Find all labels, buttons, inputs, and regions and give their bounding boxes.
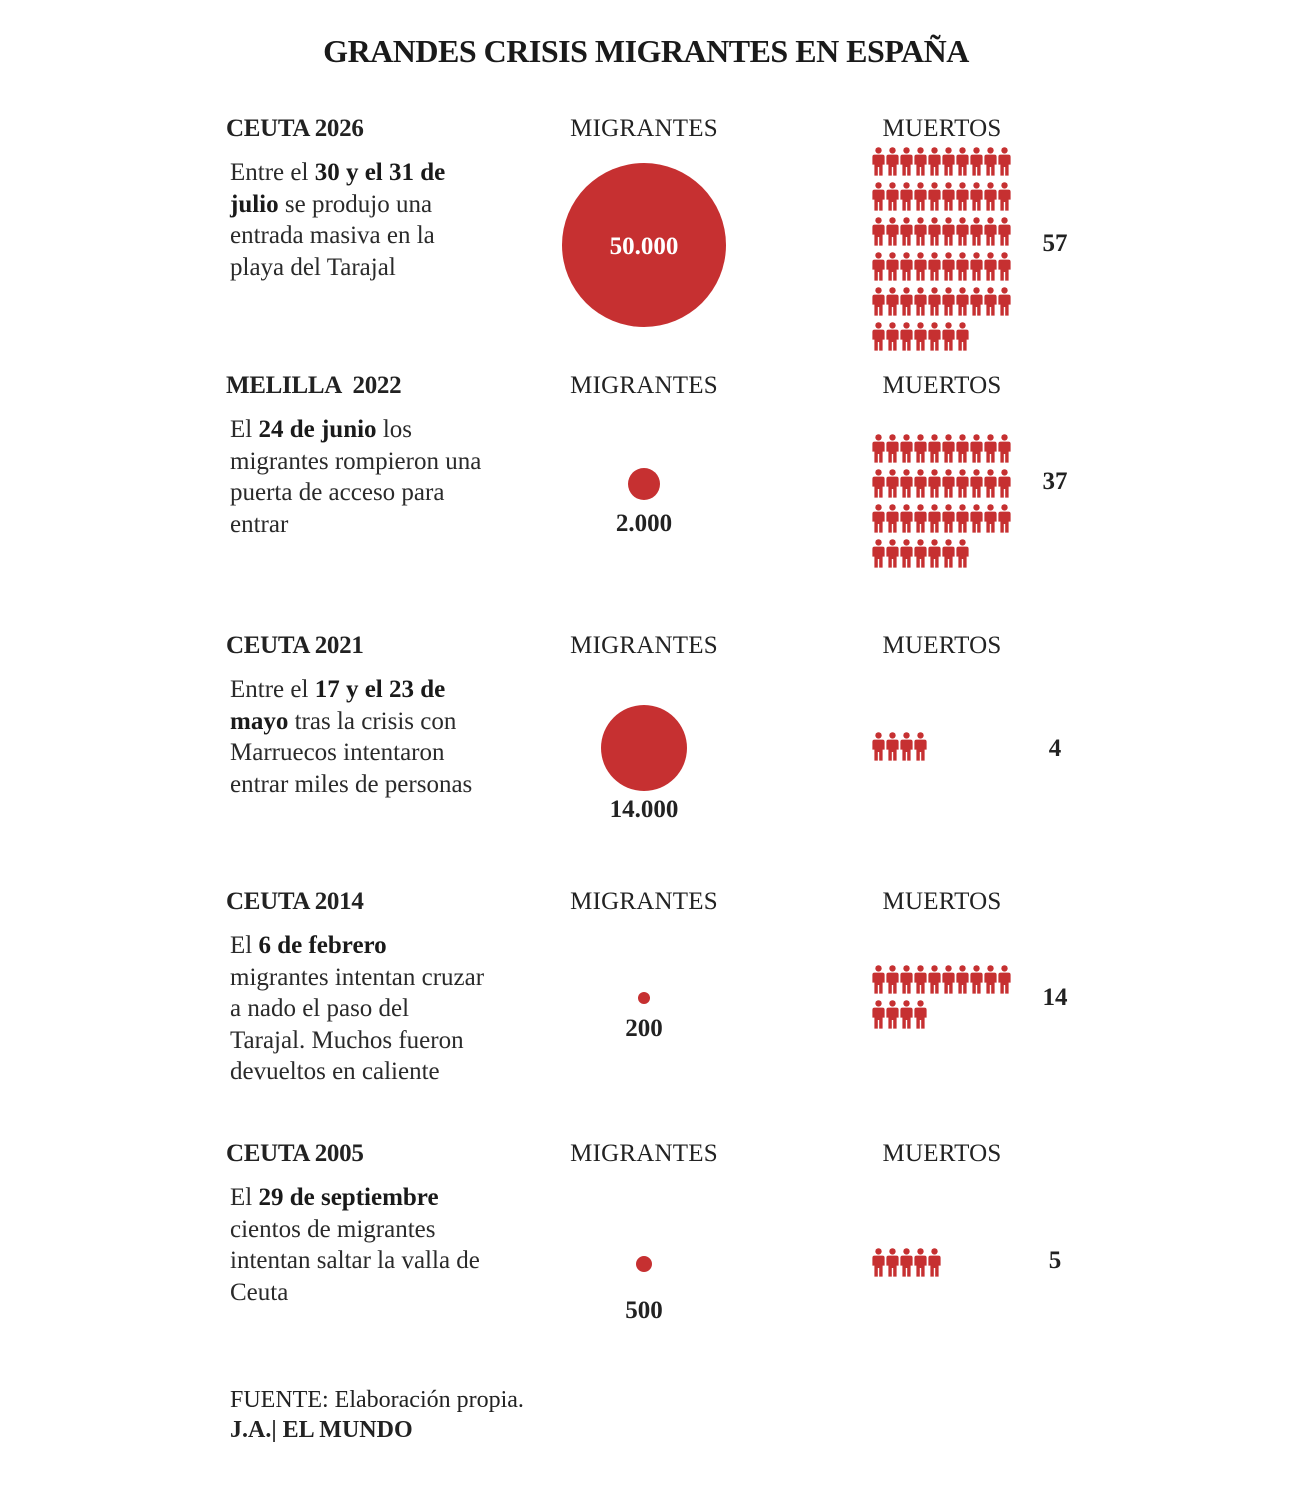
- description-text: Entre el: [230, 676, 315, 703]
- person-icon: [914, 434, 927, 463]
- person-icon: [928, 287, 941, 316]
- source-text: Elaboración propia.: [328, 1387, 524, 1413]
- person-icon: [956, 965, 969, 994]
- person-icon: [984, 217, 997, 246]
- person-icon: [872, 539, 885, 568]
- person-icon: [900, 434, 913, 463]
- person-icon: [928, 965, 941, 994]
- person-icon: [984, 434, 997, 463]
- person-icon: [970, 217, 983, 246]
- person-icon: [886, 1248, 899, 1277]
- event-description: [230, 157, 485, 283]
- person-icon: [886, 434, 899, 463]
- person-icon: [942, 504, 955, 533]
- dead-header: MUERTOS: [882, 1140, 1002, 1167]
- person-icon: [956, 504, 969, 533]
- description-date: 6 de febrero: [258, 932, 387, 959]
- person-icon: [942, 287, 955, 316]
- migrants-bubble: [636, 1256, 652, 1272]
- dead-pictogram: [872, 732, 1022, 761]
- event-description: [230, 930, 485, 1088]
- person-icon: [984, 965, 997, 994]
- person-icon: [970, 469, 983, 498]
- person-icon: [900, 539, 913, 568]
- person-icon: [914, 469, 927, 498]
- migrants-header: MIGRANTES: [570, 372, 718, 399]
- person-icon: [914, 732, 927, 761]
- person-icon: [956, 539, 969, 568]
- migrants-bubble: [628, 468, 661, 501]
- person-icon: [914, 217, 927, 246]
- person-icon: [970, 434, 983, 463]
- person-icon: [984, 287, 997, 316]
- person-icon: [900, 732, 913, 761]
- person-icon: [970, 504, 983, 533]
- person-icon: [900, 287, 913, 316]
- person-icon: [970, 287, 983, 316]
- person-icon: [872, 504, 885, 533]
- dead-header: MUERTOS: [882, 888, 1002, 915]
- dead-count: 14: [1042, 984, 1068, 1011]
- person-icon: [942, 147, 955, 176]
- person-icon: [956, 287, 969, 316]
- person-icon: [942, 322, 955, 351]
- event-place: CEUTA 2026: [226, 115, 364, 142]
- dead-pictogram: [872, 434, 1022, 568]
- person-icon: [984, 469, 997, 498]
- migrants-value: 14.000: [609, 796, 679, 823]
- person-icon: [956, 322, 969, 351]
- person-icon: [872, 732, 885, 761]
- person-icon: [886, 182, 899, 211]
- person-icon: [900, 1248, 913, 1277]
- person-icon: [942, 217, 955, 246]
- source-note: [230, 1385, 524, 1445]
- person-icon: [970, 252, 983, 281]
- person-icon: [900, 252, 913, 281]
- person-icon: [900, 965, 913, 994]
- event-description: [230, 1182, 485, 1308]
- description-date: 29 de septiembre: [258, 1184, 439, 1211]
- chart-title: GRANDES CRISIS MIGRANTES EN ESPAÑA: [323, 33, 969, 69]
- person-icon: [998, 147, 1011, 176]
- person-icon: [942, 965, 955, 994]
- migrants-bubble: [601, 705, 688, 792]
- description-text: El: [230, 932, 259, 959]
- person-icon: [956, 217, 969, 246]
- event-place: CEUTA 2014: [226, 888, 364, 915]
- person-icon: [872, 322, 885, 351]
- dead-pictogram: [872, 147, 1022, 351]
- source-label: FUENTE:: [230, 1387, 329, 1413]
- person-icon: [928, 1248, 941, 1277]
- person-icon: [914, 504, 927, 533]
- person-icon: [928, 252, 941, 281]
- event-description: [230, 414, 485, 540]
- person-icon: [914, 322, 927, 351]
- description-text: tras la crisis con Marruecos intentaron entrar miles de personas: [230, 707, 473, 798]
- event-place: CEUTA 2021: [226, 632, 364, 659]
- dead-count: 57: [1042, 230, 1068, 257]
- dead-pictogram: [872, 965, 1022, 1029]
- person-icon: [956, 434, 969, 463]
- description-date: 17 y el 23 de mayo: [230, 676, 446, 735]
- person-icon: [998, 252, 1011, 281]
- description-text: cientos de migrantes intentan saltar la valla de Ceuta: [230, 1215, 480, 1306]
- person-icon: [970, 147, 983, 176]
- migrants-header: MIGRANTES: [570, 115, 718, 142]
- migrants-value: 200: [625, 1015, 663, 1042]
- person-icon: [886, 287, 899, 316]
- person-icon: [900, 147, 913, 176]
- event-description: [230, 674, 485, 800]
- person-icon: [886, 322, 899, 351]
- person-icon: [984, 182, 997, 211]
- person-icon: [956, 182, 969, 211]
- person-icon: [984, 504, 997, 533]
- person-icon: [872, 217, 885, 246]
- person-icon: [998, 287, 1011, 316]
- description-text: migrantes intentan cruzar a nado el paso del Tarajal. Muchos fueron devueltos en caliente: [230, 963, 485, 1085]
- person-icon: [998, 504, 1011, 533]
- description-date: 24 de junio: [258, 416, 377, 443]
- person-icon: [942, 182, 955, 211]
- person-icon: [886, 1000, 899, 1029]
- person-icon: [998, 217, 1011, 246]
- person-icon: [956, 252, 969, 281]
- event-place: CEUTA 2005: [226, 1140, 364, 1167]
- migrants-header: MIGRANTES: [570, 632, 718, 659]
- dead-header: MUERTOS: [882, 632, 1002, 659]
- dead-count: 37: [1042, 468, 1068, 495]
- person-icon: [886, 965, 899, 994]
- person-icon: [872, 252, 885, 281]
- dead-header: MUERTOS: [882, 372, 1002, 399]
- person-icon: [914, 1000, 927, 1029]
- person-icon: [928, 504, 941, 533]
- person-icon: [970, 965, 983, 994]
- person-icon: [998, 434, 1011, 463]
- person-icon: [928, 322, 941, 351]
- person-icon: [886, 732, 899, 761]
- person-icon: [872, 1248, 885, 1277]
- person-icon: [900, 504, 913, 533]
- person-icon: [900, 469, 913, 498]
- person-icon: [928, 434, 941, 463]
- migrants-header: MIGRANTES: [570, 888, 718, 915]
- person-icon: [942, 469, 955, 498]
- person-icon: [872, 287, 885, 316]
- person-icon: [998, 469, 1011, 498]
- person-icon: [928, 182, 941, 211]
- person-icon: [914, 147, 927, 176]
- person-icon: [886, 217, 899, 246]
- person-icon: [928, 539, 941, 568]
- person-icon: [914, 965, 927, 994]
- person-icon: [914, 1248, 927, 1277]
- person-icon: [900, 182, 913, 211]
- person-icon: [942, 434, 955, 463]
- person-icon: [928, 469, 941, 498]
- dead-count: 5: [1048, 1247, 1062, 1274]
- person-icon: [928, 217, 941, 246]
- person-icon: [900, 217, 913, 246]
- migrants-value: 500: [625, 1297, 663, 1324]
- dead-count: 4: [1048, 735, 1062, 762]
- dead-pictogram: [872, 1248, 1022, 1277]
- event-place: MELILLA 2022: [226, 372, 402, 399]
- person-icon: [984, 252, 997, 281]
- credit: J.A.| EL MUNDO: [230, 1417, 413, 1443]
- migrants-value: 50.000: [609, 233, 679, 260]
- person-icon: [942, 252, 955, 281]
- migrants-bubble: [638, 992, 650, 1004]
- description-text: El: [230, 1184, 259, 1211]
- person-icon: [872, 469, 885, 498]
- person-icon: [998, 965, 1011, 994]
- person-icon: [984, 147, 997, 176]
- person-icon: [928, 147, 941, 176]
- migrants-header: MIGRANTES: [570, 1140, 718, 1167]
- person-icon: [970, 182, 983, 211]
- description-date: 30 y el 31 de julio: [230, 159, 446, 218]
- person-icon: [914, 539, 927, 568]
- person-icon: [872, 965, 885, 994]
- person-icon: [942, 539, 955, 568]
- person-icon: [956, 469, 969, 498]
- person-icon: [872, 434, 885, 463]
- person-icon: [900, 322, 913, 351]
- person-icon: [886, 504, 899, 533]
- person-icon: [872, 1000, 885, 1029]
- person-icon: [872, 182, 885, 211]
- person-icon: [900, 1000, 913, 1029]
- person-icon: [886, 469, 899, 498]
- person-icon: [886, 539, 899, 568]
- description-text: El: [230, 416, 259, 443]
- person-icon: [956, 147, 969, 176]
- migrants-value: 2.000: [615, 510, 673, 537]
- dead-header: MUERTOS: [882, 115, 1002, 142]
- description-text: se produjo una entrada masiva en la playa del Tarajal: [230, 190, 435, 281]
- person-icon: [872, 147, 885, 176]
- description-text: los migrantes rompieron una puerta de acceso para entrar: [230, 416, 482, 538]
- person-icon: [886, 147, 899, 176]
- person-icon: [886, 252, 899, 281]
- person-icon: [914, 182, 927, 211]
- person-icon: [998, 182, 1011, 211]
- description-text: Entre el: [230, 159, 315, 186]
- person-icon: [914, 287, 927, 316]
- person-icon: [914, 252, 927, 281]
